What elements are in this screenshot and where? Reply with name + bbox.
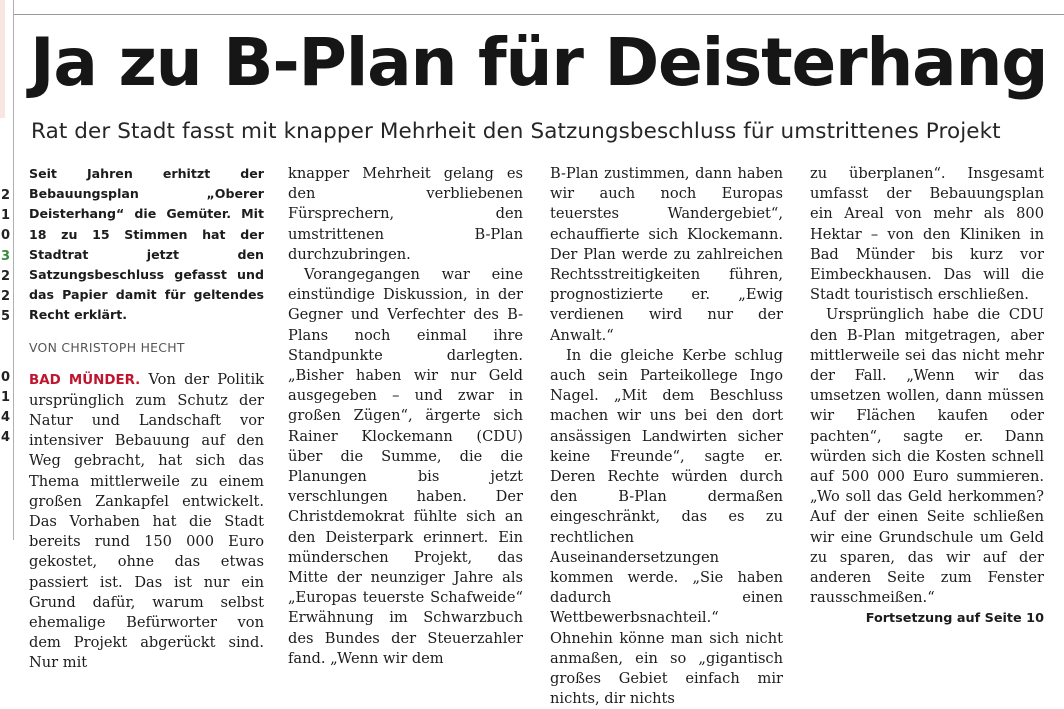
continuation-note: Fortsetzung auf Seite 10 xyxy=(865,611,1044,627)
column-3-paragraph-1: B-Plan zustimmen, dann haben wir auch noch Europas teuerstes Wandergebiet“, echauffierte sich Klockemann. Der Plan werde zu zahlreichen Rechtsstreitigkeiten führen, prognostizierte er. „Ewig verdienen wird nur der Anwalt.“ xyxy=(550,165,783,344)
article-headline: Ja zu B-Plan für Deisterhang xyxy=(30,24,1048,101)
edge-digits-top: 2 1 0 xyxy=(1,188,10,244)
column-1-body: Von der Politik ursprünglich zum Schutz der Natur und Landschaft vor intensiver Bebauung auf den Weg gebracht, hat sich das Thema mittlerweile zu einem großen Zankapfel entwickelt. Das Vorhaben hat die Stadt bereits rund 150 000 Euro gekostet, ohne das etwas passiert ist. Das ist nur ein Grund dafür, warum selbst ehemalige Befürworter von dem Projekt abgerückt sind. Nur mit xyxy=(29,370,264,672)
article-column-1 xyxy=(29,164,264,674)
column-4-paragraph-2: Ursprünglich habe die CDU den B-Plan mitgetragen, aber mittlerweile sei das nicht mehr der Fall. „Wenn wir das umsetzen wollen, dann müssen wir Flächen kaufen oder pachten“, sagte er. Dann würden sich die Kosten schnell auf 500 000 Euro summieren. „Wo soll das Geld herkommen? Auf der einen Seite schließen wir eine Grundschule um Geld zu sparen, das wir auf der anderen Seite zum Fenster rausschmeißen.“ xyxy=(810,306,1044,607)
article-subheadline: Rat der Stadt fasst mit knapper Mehrheit den Satzungsbeschluss für umstrittenes Projekt xyxy=(31,119,1001,144)
adjacent-photo-sliver xyxy=(0,0,5,118)
article-column-2 xyxy=(288,164,523,669)
column-2-paragraph-2: Vorangegangen war eine einstündige Diskussion, in der Gegner und Verfechter des B-Plans noch einmal ihre Standpunkte darlegten. „Bisher haben wir nur Geld ausgegeben – und zwar in großen Zügen“, ärgerte sich Rainer Klockemann (CDU) über die Summe, die die Planungen bis jetzt verschlungen haben. Der Christdemokrat fühlte sich an den Deisterpark erinnert. Ein münderschen Projekt, das Mitte der neunziger Jahre als „Europas teuerste Schafweide“ Erwähnung im Schwarzbuch des Bundes der Steuerzahler fand. „Wenn wir dem xyxy=(288,266,523,667)
article-lead: Seit Jahren erhitzt der Bebauungsplan „Oberer Deisterhang“ die Gemüter. Mit 18 zu 15 Stimmen hat der Stadtrat jetzt den Satzungsbeschluss gefasst und das Papier damit für geltendes Recht erklärt. xyxy=(29,166,264,323)
column-1-paragraph xyxy=(29,370,264,674)
top-rule xyxy=(14,14,1064,15)
article-dateline: BAD MÜNDER. xyxy=(29,372,141,388)
article-byline: VON CHRISTOPH HECHT xyxy=(29,339,185,355)
article-column-3 xyxy=(550,164,783,709)
edge-digits-bottom: 2 2 5 xyxy=(1,268,10,325)
article-column-4 xyxy=(810,164,1044,629)
column-3-paragraph-2: In die gleiche Kerbe schlug auch sein Parteikollege Ingo Nagel. „Mit dem Beschluss machen wir uns bei den dort ansässigen Landwirten sicher keine Freunde“, sagte er. Deren Rechte würden durch den B-Plan dermaßen eingeschränkt, das es zu rechtlichen Auseinandersetzungen kommen werde. „Sie haben dadurch einen Wettbewerbsnachteil.“ Ohnehin könne man sich nicht anmaßen, ein so „gigantisch großes Gebiet einfach mir nichts, dir nichts xyxy=(550,346,783,708)
edge-digit-green: 3 xyxy=(1,248,10,264)
column-2-paragraph-1: knapper Mehrheit gelang es den verbliebenen Fürsprechern, den umstrittenen B-Plan durchzubringen. xyxy=(288,165,523,263)
column-4-paragraph-1: zu überplanen“. Insgesamt umfasst der Bebauungsplan ein Areal von mehr als 800 Hektar – von den Kliniken in Bad Münder bis kurz vor Eimbeckhausen. Das will die Stadt touristisch erschließen. xyxy=(810,165,1044,304)
edge-digits-lower: 0 1 4 4 xyxy=(1,369,10,446)
adjacent-column-characters xyxy=(1,186,10,449)
left-column-rule xyxy=(13,0,14,540)
